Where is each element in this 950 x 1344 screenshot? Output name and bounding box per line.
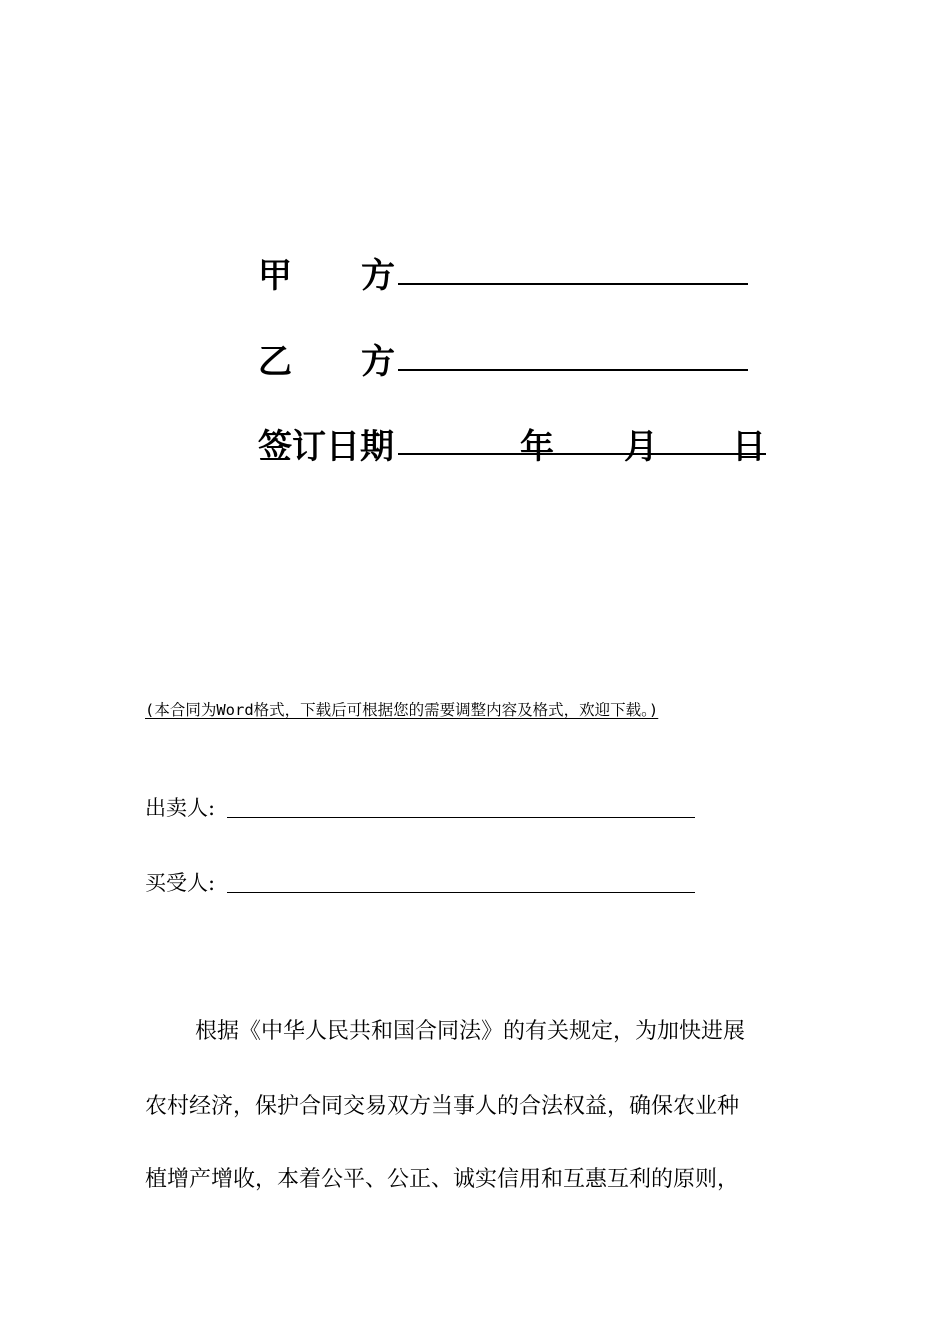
seller-blank[interactable]: [227, 817, 695, 818]
body-paragraph-line-1: 根据《中华人民共和国合同法》的有关规定，为加快进展: [195, 1019, 746, 1044]
year-label: 年: [520, 427, 554, 467]
month-label: 月: [624, 427, 658, 467]
day-label: 日: [732, 427, 766, 467]
sign-date-blank[interactable]: [398, 453, 766, 455]
buyer-row: [145, 865, 215, 901]
party-a-blank[interactable]: [398, 283, 748, 285]
party-b-label: 乙: [258, 342, 292, 382]
party-a-label: 甲: [258, 256, 292, 296]
body-paragraph-line-3: 植增产增收，本着公平、公正、诚实信用和互惠互利的原则，: [145, 1167, 740, 1192]
party-b-suffix: 方: [361, 342, 395, 382]
seller-row: [145, 790, 215, 826]
party-a-suffix: 方: [361, 256, 395, 296]
buyer-label: 买受人:: [145, 871, 216, 895]
buyer-blank[interactable]: [227, 892, 695, 893]
seller-label: 出卖人:: [145, 796, 216, 820]
party-b-blank[interactable]: [398, 369, 748, 371]
format-note: (本合同为Word格式，下载后可根据您的需要调整内容及格式，欢迎下载。): [145, 701, 659, 719]
body-paragraph-line-2: 农村经济，保护合同交易双方当事人的合法权益，确保农业种: [145, 1094, 740, 1119]
sign-date-label: 签订日期: [258, 427, 394, 467]
